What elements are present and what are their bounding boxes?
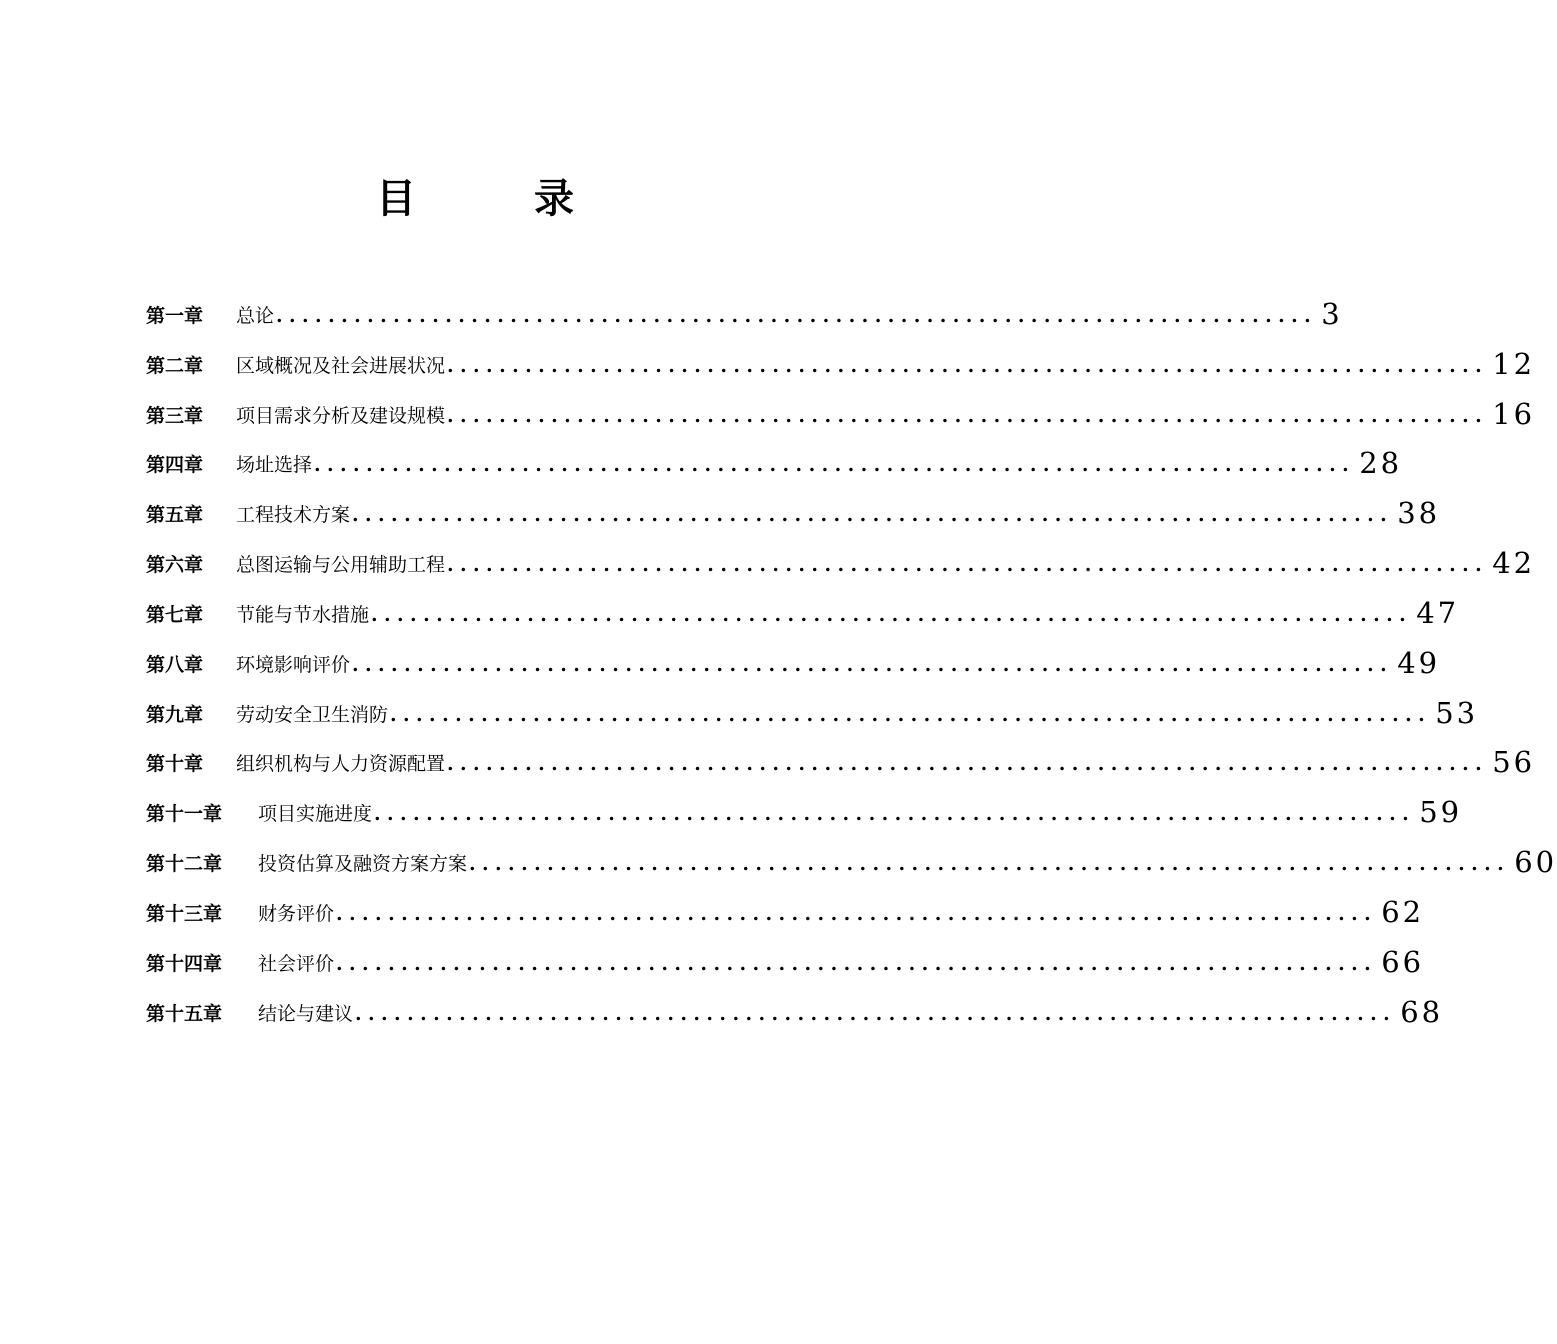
toc-leader-dots: ................................................................................ <box>447 354 1489 377</box>
toc-entry[interactable] <box>146 529 1536 581</box>
toc-chapter-number: 第十一章 <box>146 803 223 826</box>
toc-page-number: 59 <box>1419 795 1463 830</box>
toc-leader-dots: ................................................................................ <box>336 902 1378 925</box>
toc-entry[interactable] <box>146 280 1343 331</box>
toc-chapter-title: 投资估算及融资方案方案 <box>258 853 468 876</box>
toc-entry[interactable] <box>146 629 1441 680</box>
table-of-contents <box>146 280 1557 1029</box>
toc-entry[interactable] <box>146 430 1403 481</box>
toc-leader-dots: ................................................................................ <box>447 404 1489 427</box>
toc-page-number: 47 <box>1416 595 1460 630</box>
toc-page-number: 16 <box>1492 396 1536 431</box>
toc-leader-dots: ................................................................................ <box>447 554 1489 577</box>
toc-leader-dots: ................................................................................ <box>352 653 1394 676</box>
toc-entry[interactable] <box>146 878 1425 929</box>
toc-chapter-number: 第二章 <box>146 354 204 377</box>
toc-leader-dots: ................................................................................ <box>469 853 1511 876</box>
toc-chapter-number: 第十三章 <box>146 902 223 925</box>
toc-page-number: 66 <box>1381 944 1425 979</box>
toc-page-number: 38 <box>1397 496 1441 531</box>
toc-page-number: 56 <box>1492 745 1536 780</box>
toc-page-number: 53 <box>1435 695 1479 730</box>
toc-chapter-title: 总图运输与公用辅助工程 <box>236 554 446 577</box>
toc-page-number: 62 <box>1381 894 1425 929</box>
toc-chapter-number: 第八章 <box>146 653 204 676</box>
toc-entry[interactable] <box>146 479 1441 531</box>
page-title: 目 录 <box>376 176 626 222</box>
toc-chapter-title: 财务评价 <box>258 902 335 925</box>
toc-chapter-number: 第一章 <box>146 304 204 327</box>
toc-page-number: 68 <box>1400 994 1444 1029</box>
toc-chapter-title: 节能与节水措施 <box>236 603 370 626</box>
toc-chapter-number: 第七章 <box>146 603 204 626</box>
toc-chapter-title: 项目需求分析及建设规模 <box>236 404 446 427</box>
toc-leader-dots: ................................................................................ <box>374 803 1416 826</box>
toc-chapter-number: 第十章 <box>146 753 204 776</box>
toc-chapter-title: 组织机构与人力资源配置 <box>236 753 446 776</box>
toc-leader-dots: ................................................................................ <box>336 952 1378 975</box>
toc-entry[interactable] <box>146 579 1460 630</box>
toc-entry[interactable] <box>146 828 1557 880</box>
toc-chapter-number: 第十五章 <box>146 1002 223 1025</box>
toc-page-number: 60 <box>1514 845 1557 880</box>
toc-entry[interactable] <box>146 679 1479 730</box>
toc-leader-dots: ................................................................................ <box>447 753 1489 776</box>
toc-chapter-title: 总论 <box>236 304 275 327</box>
toc-chapter-title: 劳动安全卫生消防 <box>236 703 389 726</box>
toc-chapter-title: 结论与建议 <box>258 1002 354 1025</box>
toc-page-number: 12 <box>1492 346 1536 381</box>
toc-leader-dots: ................................................................................ <box>352 504 1394 527</box>
toc-entry[interactable] <box>146 978 1444 1029</box>
toc-chapter-title: 区域概况及社会进展状况 <box>236 354 446 377</box>
toc-entry[interactable] <box>146 380 1536 431</box>
toc-leader-dots: ................................................................................ <box>355 1002 1397 1025</box>
toc-chapter-title: 场址选择 <box>236 454 313 477</box>
toc-page-number: 3 <box>1321 296 1343 331</box>
toc-page-number: 49 <box>1397 645 1441 680</box>
toc-chapter-title: 环境影响评价 <box>236 653 351 676</box>
toc-leader-dots: ................................................................................ <box>314 454 1356 477</box>
toc-entry[interactable] <box>146 778 1463 830</box>
toc-page-number: 28 <box>1359 446 1403 481</box>
toc-chapter-title: 项目实施进度 <box>258 803 373 826</box>
toc-chapter-title: 工程技术方案 <box>236 504 351 527</box>
toc-chapter-number: 第十二章 <box>146 853 223 876</box>
toc-chapter-number: 第五章 <box>146 504 204 527</box>
toc-chapter-number: 第三章 <box>146 404 204 427</box>
toc-entry[interactable] <box>146 729 1536 780</box>
toc-entry[interactable] <box>146 330 1536 381</box>
toc-leader-dots: ................................................................................ <box>390 703 1432 726</box>
toc-chapter-title: 社会评价 <box>258 952 335 975</box>
toc-chapter-number: 第十四章 <box>146 952 223 975</box>
toc-chapter-number: 第九章 <box>146 703 204 726</box>
toc-entry[interactable] <box>146 928 1425 979</box>
toc-leader-dots: ................................................................................ <box>371 603 1413 626</box>
toc-chapter-number: 第六章 <box>146 554 204 577</box>
toc-chapter-number: 第四章 <box>146 454 204 477</box>
toc-page-number: 42 <box>1492 546 1536 581</box>
toc-leader-dots: ................................................................................ <box>276 304 1318 327</box>
